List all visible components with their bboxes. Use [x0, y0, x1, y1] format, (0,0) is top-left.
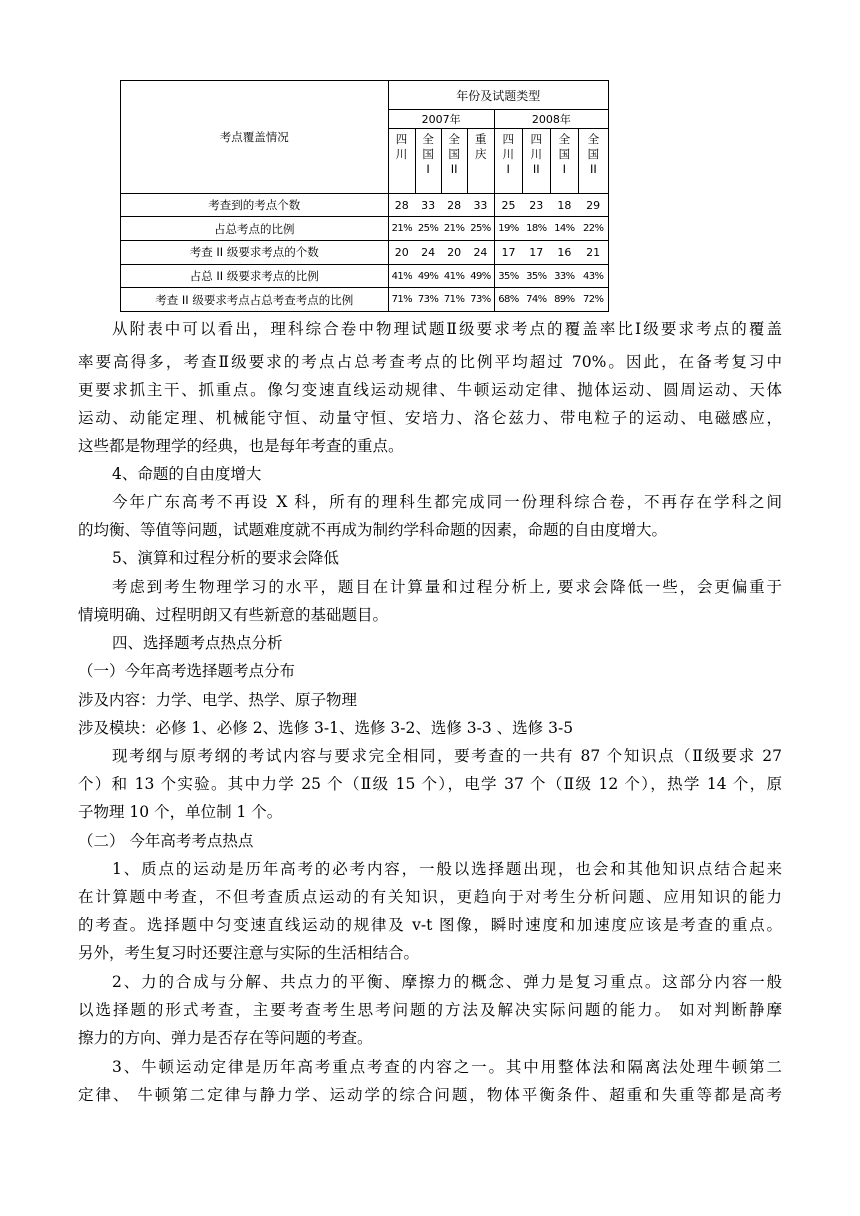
statistics-table: [120, 80, 609, 312]
paragraph-line: 另外，考生复习时还要注意与实际的生活相结合。: [78, 944, 420, 962]
table-cell: 25%: [415, 217, 441, 241]
paragraph-line: 考虑到考生物理学习的水平，题目在计算量和过程分析上, 要求会降低一些，会更偏重于: [112, 578, 782, 596]
table-row: [121, 193, 609, 217]
year-header-2008: 2008年: [494, 110, 608, 129]
column-header: 重 庆: [467, 129, 494, 193]
table-row: [121, 288, 609, 312]
paragraph-line: 子物理 10 个，单位制 1 个。: [78, 803, 283, 821]
column-header: 四 川 I: [494, 129, 522, 193]
paragraph-line: 今年广东高考不再设 X 科，所有的理科生都完成同一份理科综合卷，不再存在学科之间: [112, 493, 782, 511]
paragraph-line: 运动、动能定理、机械能守恒、动量守恒、安培力、洛仑兹力、带电粒子的运动、电磁感应，: [78, 409, 782, 427]
paragraph-line: 3、牛顿运动定律是历年高考重点考查的内容之一。其中用整体法和隔离法处理牛顿第二: [112, 1058, 782, 1076]
table-cell: 72%: [578, 288, 608, 312]
paragraph-line: 涉及模块：必修 1、必修 2、选修 3-1、选修 3-2、选修 3-3 、选修 3-5: [78, 719, 574, 737]
paragraph-line: 在计算题中考查，不但考查质点运动的有关知识，更趋向于对考生分析问题、应用知识的能力: [78, 888, 782, 906]
table-cell: 29: [578, 193, 608, 217]
table-cell: 20: [388, 241, 415, 265]
table-row: [121, 264, 609, 288]
paragraph-line: 2、力的合成与分解、共点力的平衡、摩擦力的概念、弹力是复习重点。这部分内容一般: [112, 973, 782, 991]
row-label: 占总 II 级要求考点的比例: [121, 264, 389, 288]
paragraph-line: 更要求抓主干、抓重点。像匀变速直线运动规律、牛顿运动定律、抛体运动、圆周运动、天体: [78, 381, 782, 399]
table-cell: 14%: [550, 217, 578, 241]
paragraph-line: 从附表中可以看出，理科综合卷中物理试题Ⅱ级要求考点的覆盖率比Ⅰ级要求考点的覆盖: [112, 320, 782, 338]
section-heading: 四、选择题考点热点分析: [112, 634, 283, 652]
table-cell: 68%: [494, 288, 522, 312]
table-cell: 28: [441, 193, 467, 217]
table-cell: 25: [494, 193, 522, 217]
table-cell: 49%: [415, 264, 441, 288]
row-label: 考查 II 级要求考点占总考查考点的比例: [121, 288, 389, 312]
paragraph-line: 1、质点的运动是历年高考的必考内容，一般以选择题出现，也会和其他知识点结合起来: [112, 860, 782, 878]
table-cell: 25%: [467, 217, 494, 241]
table-cell: 89%: [550, 288, 578, 312]
table-cell: 23: [522, 193, 550, 217]
table-cell: 35%: [522, 264, 550, 288]
column-header: 全 国 I: [550, 129, 578, 193]
table-cell: 33: [415, 193, 441, 217]
table-cell: 22%: [578, 217, 608, 241]
table-cell: 74%: [522, 288, 550, 312]
row-label: 占总考点的比例: [121, 217, 389, 241]
paragraph-line: 个）和 13 个实验。其中力学 25 个（Ⅱ级 15 个），电学 37 个（Ⅱ级 12 个），热学 14 个，原: [78, 775, 782, 793]
paragraph-line: 以选择题的形式考查，主要考查考生思考问题的方法及解决实际问题的能力。 如对判断静摩: [78, 1001, 782, 1019]
table-cell: 18%: [522, 217, 550, 241]
paragraph-line: 擦力的方向、弹力是否存在等问题的考查。: [78, 1029, 373, 1047]
table-corner-header: 考点覆盖情况: [121, 81, 389, 194]
table-cell: 17: [522, 241, 550, 265]
table-cell: 21%: [441, 217, 467, 241]
table-cell: 16: [550, 241, 578, 265]
paragraph-line: 情境明确、过程明朗又有些新意的基础题目。: [78, 606, 389, 624]
table-row: [121, 217, 609, 241]
table-cell: 18: [550, 193, 578, 217]
table-cell: 21: [578, 241, 608, 265]
table-cell: 35%: [494, 264, 522, 288]
table-cell: 33: [467, 193, 494, 217]
column-header: 全 国 II: [441, 129, 467, 193]
table-cell: 33%: [550, 264, 578, 288]
table-cell: 24: [415, 241, 441, 265]
table-cell: 21%: [388, 217, 415, 241]
column-header: 全 国 II: [578, 129, 608, 193]
table-cell: 43%: [578, 264, 608, 288]
table-cell: 20: [441, 241, 467, 265]
table-cell: 28: [388, 193, 415, 217]
column-header: 四 川 II: [522, 129, 550, 193]
table-cell: 41%: [388, 264, 415, 288]
paragraph-line: 的均衡、等值等问题，试题难度就不再成为制约学科命题的因素，命题的自由度增大。: [78, 521, 668, 539]
section-heading: （二） 今年高考考点热点: [78, 832, 254, 850]
table-cell: 49%: [467, 264, 494, 288]
paragraph-line: 现考纲与原考纲的考试内容与要求完全相同，要考查的一共有 87 个知识点（Ⅱ级要求 27: [112, 747, 782, 765]
column-header: 四 川: [388, 129, 415, 193]
section-heading: 5、演算和过程分析的要求会降低: [112, 549, 339, 567]
table-cell: 17: [494, 241, 522, 265]
table-cell: 19%: [494, 217, 522, 241]
row-label: 考查到的考点个数: [121, 193, 389, 217]
year-header-2007: 2007年: [388, 110, 494, 129]
table-cell: 41%: [441, 264, 467, 288]
section-heading: （一）今年高考选择题考点分布: [78, 662, 296, 680]
paragraph-line: 率要高得多，考查Ⅱ级要求的考点占总考查考点的比例平均超过 70%。因此，在备考复习中: [78, 353, 782, 371]
table-group-header: 年份及试题类型: [388, 81, 608, 110]
paragraph-line: 这些都是物理学的经典，也是每年考查的重点。: [78, 437, 404, 455]
table-cell: 73%: [415, 288, 441, 312]
column-header: 全 国 I: [415, 129, 441, 193]
section-heading: 4、命题的自由度增大: [112, 465, 262, 483]
table-cell: 71%: [441, 288, 467, 312]
row-label: 考查 II 级要求考点的个数: [121, 241, 389, 265]
table-row: [121, 241, 609, 265]
table-cell: 73%: [467, 288, 494, 312]
paragraph-line: 的考查。选择题中匀变速直线运动的规律及 v-t 图像，瞬时速度和加速度应该是考查的重点。: [78, 916, 782, 934]
paragraph-line: 定律、 牛顿第二定律与静力学、运动学的综合问题，物体平衡条件、超重和失重等都是高考: [78, 1086, 782, 1104]
paragraph-line: 涉及内容：力学、电学、热学、原子物理: [78, 691, 358, 709]
table-cell: 71%: [388, 288, 415, 312]
table-cell: 24: [467, 241, 494, 265]
